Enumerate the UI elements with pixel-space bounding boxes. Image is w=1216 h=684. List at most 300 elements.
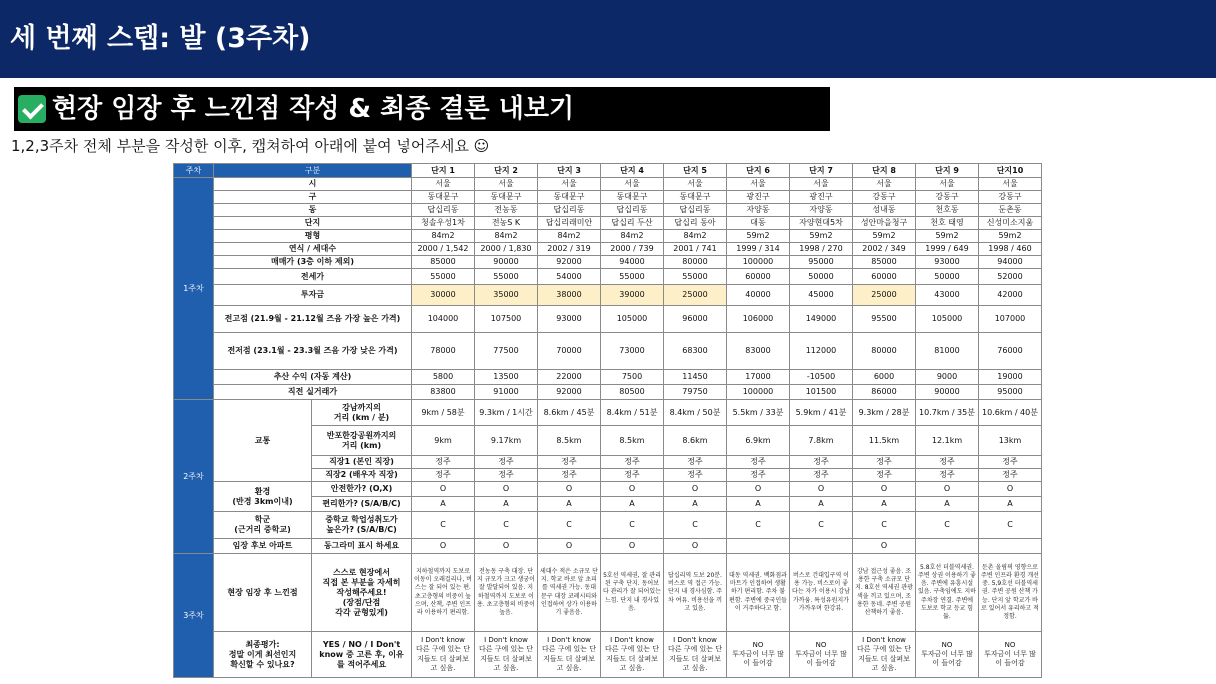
group-traffic: 교통 [214,400,312,482]
value-cell: 50000 [790,269,853,285]
row-label: 전고점 (21.9월 - 21.12월 즈음 가장 높은 가격) [214,306,412,333]
value-cell: 54000 [538,269,601,285]
value-cell: 2000 / 1,830 [475,243,538,256]
value-cell: 1998 / 270 [790,243,853,256]
final-evaluation-cell: NO 투자금이 너무 많이 들어감 [916,632,979,678]
table-row [174,333,1042,370]
value-cell: 정주 [979,456,1042,469]
final-evaluation-cell: I Don't know 다른 구에 있는 단지들도 더 살펴보고 싶음. [475,632,538,678]
instruction-text: 1,2,3주차 전체 부분을 작성한 이후, 캡쳐하여 아래에 붙여 넣어주세요 ☺ [11,137,490,155]
value-cell: 59m2 [727,230,790,243]
row-label: 동그라미 표시 하세요 [312,539,412,554]
week-3-label: 3주차 [174,554,214,678]
value-cell [916,539,979,554]
value-cell: 59m2 [916,230,979,243]
table-row [174,269,1042,285]
table-row [174,539,1042,554]
value-cell: C [853,512,916,539]
value-cell: C [664,512,727,539]
row-label: 연식 / 세대수 [214,243,412,256]
row-label: 직전 실거래가 [214,385,412,400]
value-cell: 자양동 [727,204,790,217]
header-complex: 단지 8 [853,164,916,178]
value-cell: 13500 [475,370,538,385]
row-label: 중학교 학업성취도가 높은가? (S/A/B/C) [312,512,412,539]
header-complex: 단지 6 [727,164,790,178]
row-label: 전저점 (23.1월 - 23.3월 즈음 가장 낮은 가격) [214,333,412,370]
header-week: 주차 [174,164,214,178]
value-cell: 84m2 [601,230,664,243]
value-cell: 자양현대5차 [790,217,853,230]
check-mark-icon [18,95,46,123]
value-cell: 22000 [538,370,601,385]
value-cell: 55000 [475,269,538,285]
value-cell: 9.17km [475,426,538,456]
value-cell: 83800 [412,385,475,400]
final-evaluation-cell: I Don't know 다른 구에 있는 단지들도 더 살펴보고 싶음. [538,632,601,678]
table-row [174,306,1042,333]
value-cell: 정주 [475,469,538,482]
table-row [174,243,1042,256]
value-cell: O [727,482,790,497]
final-evaluation-cell: I Don't know 다른 구에 있는 단지들도 더 살펴보고 싶음. [601,632,664,678]
row-label: 안전한가? (O,X) [312,482,412,497]
value-cell: 76000 [979,333,1042,370]
value-cell: 정주 [412,469,475,482]
impression-cell: 답십리역 도보 20분. 버스로 역 접근 가능. 단지 내 경사심함. 주차 여유. 비용선을 끼고 있음. [664,554,727,632]
impression-cell: 5.8호선 더블역세권. 주변 상권 이용하기 좋음. 주변에 유흥시설 있음. 구축임에도 지하주차장 연결. 주변에 도보로 학교 등교 힘듦. [916,554,979,632]
value-cell: 105000 [601,306,664,333]
table-row [174,178,1042,191]
value-cell: 84m2 [475,230,538,243]
value-cell: 강동구 [853,191,916,204]
value-cell: 13km [979,426,1042,456]
value-cell: O [601,482,664,497]
value-cell: O [916,482,979,497]
value-cell: 청솔우성1차 [412,217,475,230]
value-cell: 답십리동 [664,204,727,217]
value-cell: 106000 [727,306,790,333]
value-cell: A [853,497,916,512]
table-row [174,385,1042,400]
value-cell: 2001 / 741 [664,243,727,256]
value-cell: 서울 [790,178,853,191]
value-cell: 9000 [916,370,979,385]
value-cell: 55000 [412,269,475,285]
group-school: 학군 (근거리 중학교) [214,512,312,539]
value-cell: 광진구 [790,191,853,204]
value-cell: 성내동 [853,204,916,217]
value-cell: 107000 [979,306,1042,333]
value-cell: 39000 [601,285,664,306]
value-cell: O [664,482,727,497]
value-cell: 9.3km / 28분 [853,400,916,426]
value-cell: 정주 [412,456,475,469]
value-cell: 85000 [853,256,916,269]
header-complex: 단지 7 [790,164,853,178]
value-cell: A [790,497,853,512]
table-row [174,285,1042,306]
value-cell: 전농S K [475,217,538,230]
table-row [174,482,1042,497]
value-cell: O [412,482,475,497]
value-cell: 강동구 [979,191,1042,204]
row-label: 강남까지의 거리 (km / 분) [312,400,412,426]
value-cell: C [538,512,601,539]
value-cell: 동대문구 [412,191,475,204]
value-cell: 68300 [664,333,727,370]
value-cell: 12.1km [916,426,979,456]
impression-cell: 강남 접근성 좋음. 조용한 구축 소규모 단지. 8호선 역세권 관광색을 끼고 있으며, 조용한 동네. 주변 공원 산책하기 좋음. [853,554,916,632]
row-label: 추산 수익 (자동 계산) [214,370,412,385]
value-cell: 8.4km / 50분 [664,400,727,426]
table-row [174,191,1042,204]
header-complex: 단지 3 [538,164,601,178]
value-cell: 50000 [916,269,979,285]
value-cell: 84m2 [538,230,601,243]
value-cell: 42000 [979,285,1042,306]
value-cell: 73000 [601,333,664,370]
row-label: 구 [214,191,412,204]
value-cell: 19000 [979,370,1042,385]
value-cell: 11450 [664,370,727,385]
value-cell: 59m2 [979,230,1042,243]
value-cell: 5800 [412,370,475,385]
header-complex: 단지 9 [916,164,979,178]
value-cell: 정주 [727,469,790,482]
final-evaluation-label: 최종평가: 정말 이게 최선인지 확신할 수 있나요? [214,632,312,678]
value-cell: 서울 [853,178,916,191]
value-cell: 70000 [538,333,601,370]
value-cell [979,539,1042,554]
table-row [174,400,1042,426]
value-cell: 전농동 [475,204,538,217]
value-cell: 100000 [727,385,790,400]
header-complex: 단지 4 [601,164,664,178]
value-cell: A [475,497,538,512]
value-cell: 동대문구 [538,191,601,204]
value-cell: 서울 [538,178,601,191]
value-cell: 서울 [916,178,979,191]
value-cell: 정주 [475,456,538,469]
value-cell: 101500 [790,385,853,400]
impression-label: 현장 임장 후 느낀점 [214,554,312,632]
value-cell: 강동구 [916,191,979,204]
final-evaluation-cell: NO 투자금이 너무 많이 들어감 [790,632,853,678]
value-cell: 5.5km / 33분 [727,400,790,426]
final-evaluation-cell: NO 투자금이 너무 많이 들어감 [979,632,1042,678]
final-evaluation-cell: I Don't know 다른 구에 있는 단지들도 더 살펴보고 싶음. [853,632,916,678]
value-cell: 정주 [790,469,853,482]
value-cell: 55000 [664,269,727,285]
value-cell: 95500 [853,306,916,333]
value-cell: C [727,512,790,539]
value-cell: 95000 [790,256,853,269]
table-row [174,512,1042,539]
value-cell: C [412,512,475,539]
value-cell: 86000 [853,385,916,400]
value-cell: A [538,497,601,512]
value-cell: C [979,512,1042,539]
value-cell: 8.4km / 51분 [601,400,664,426]
value-cell [790,539,853,554]
header-complex: 단지 5 [664,164,727,178]
value-cell: C [475,512,538,539]
row-label: 직장1 (본인 직장) [312,456,412,469]
table-row [174,256,1042,269]
value-cell: 45000 [790,285,853,306]
value-cell: 60000 [727,269,790,285]
value-cell: 답십리동 [538,204,601,217]
value-cell: 정주 [538,469,601,482]
value-cell: 92000 [538,256,601,269]
impression-cell: 둔촌 올림픽 영향으로 주변 인프라 환경 개선중. 5,9호선 더블역세권. 주변 공원 산책 가능. 단지 앞 학교가 바로 있어서 유리하고 적정함. [979,554,1042,632]
value-cell: 광진구 [727,191,790,204]
value-cell: 정주 [853,456,916,469]
value-cell: 서울 [979,178,1042,191]
value-cell: 5.9km / 41분 [790,400,853,426]
value-cell: 6.9km [727,426,790,456]
value-cell: 8.5km [601,426,664,456]
value-cell: 40000 [727,285,790,306]
value-cell: 동대문구 [664,191,727,204]
row-label: 단지 [214,217,412,230]
value-cell: 정주 [790,456,853,469]
value-cell: 43000 [916,285,979,306]
value-cell: C [790,512,853,539]
value-cell: A [601,497,664,512]
row-label: 동 [214,204,412,217]
row-label: 시 [214,178,412,191]
value-cell: 60000 [853,269,916,285]
value-cell: 답십리동 [412,204,475,217]
table-row [174,370,1042,385]
value-cell: 1999 / 314 [727,243,790,256]
value-cell: 대동 [727,217,790,230]
header-complex: 단지 1 [412,164,475,178]
value-cell: 25000 [664,285,727,306]
value-cell: 52000 [979,269,1042,285]
row-label: 평형 [214,230,412,243]
value-cell: 59m2 [853,230,916,243]
value-cell: A [916,497,979,512]
value-cell: 동대문구 [475,191,538,204]
value-cell: 정주 [601,469,664,482]
impression-cell: 대동 역세권. 백화점과 마트가 인접하여 생활하기 편리함. 주차 불편함. 주변에 중국인들이 거주하다고 함. [727,554,790,632]
value-cell: 92000 [538,385,601,400]
table-row [174,217,1042,230]
value-cell: 38000 [538,285,601,306]
value-cell: 93000 [538,306,601,333]
row-label: 반포한강공원까지의 거리 (km) [312,426,412,456]
value-cell: 정주 [538,456,601,469]
value-cell: 둔촌동 [979,204,1042,217]
value-cell: 1998 / 460 [979,243,1042,256]
value-cell: 90000 [475,256,538,269]
value-cell: A [664,497,727,512]
value-cell: O [538,482,601,497]
value-cell: 7500 [601,370,664,385]
table-row [174,204,1042,217]
value-cell: 2000 / 1,542 [412,243,475,256]
header-complex: 단지 2 [475,164,538,178]
value-cell: 149000 [790,306,853,333]
value-cell: 2002 / 349 [853,243,916,256]
value-cell: 96000 [664,306,727,333]
row-label: 투자금 [214,285,412,306]
complex-comparison-table [173,163,1042,678]
value-cell: O [412,539,475,554]
value-cell: 정주 [853,469,916,482]
impression-cell: 지하철역까지 도보로 이동이 오래걸리나, 버스는 잘 되어 있는 편. 초고층형의 비중이 높으며, 산책, 주변 인프라 이용하기 편리함. [412,554,475,632]
value-cell: C [916,512,979,539]
value-cell: 10.6km / 40분 [979,400,1042,426]
value-cell: 정주 [664,456,727,469]
value-cell: 80500 [601,385,664,400]
value-cell: 84m2 [412,230,475,243]
value-cell: 8.6km [664,426,727,456]
value-cell: 정주 [916,456,979,469]
header-complex: 단지10 [979,164,1042,178]
row-label: 전세가 [214,269,412,285]
impression-cell: 5호선 역세권, 잘 관리된 구축 단지. 동어보다 관리가 잘 되어있는 느낌. 단지 내 경사있음. [601,554,664,632]
value-cell: 80000 [664,256,727,269]
value-cell: 서울 [664,178,727,191]
value-cell: 85000 [412,256,475,269]
value-cell: 55000 [601,269,664,285]
value-cell: 81000 [916,333,979,370]
slide-title: 세 번째 스텝: 발 (3주차) [0,0,1216,78]
value-cell: 서울 [475,178,538,191]
table-row [174,164,1042,178]
group-candidate: 임장 후보 아파트 [214,539,312,554]
value-cell: 79750 [664,385,727,400]
final-evaluation-guide: YES / NO / I Don't know 중 고른 후, 이유 를 적어주세요 [312,632,412,678]
value-cell: 정주 [664,469,727,482]
value-cell: O [979,482,1042,497]
value-cell: 동대문구 [601,191,664,204]
value-cell: 성안마을청구 [853,217,916,230]
value-cell: 77500 [475,333,538,370]
value-cell: 신성미소지움 [979,217,1042,230]
value-cell: O [853,482,916,497]
table-row [174,632,1042,678]
group-environment: 환경 (반경 3km이내) [214,482,312,512]
value-cell: A [979,497,1042,512]
impression-cell: 전농동 구축 대장. 단지 규모가 크고 생궁이 잘 발달되어 있음. 지하철역까지 도보로 이용. 초고층형의 비중이 높음. [475,554,538,632]
value-cell: 112000 [790,333,853,370]
header-category: 구분 [214,164,412,178]
value-cell: 정주 [601,456,664,469]
impression-cell: 버스로 건대입구역 이용 가능. 비스로이 좋다는 자가 이용시 강남가까움. 특성유원지가 가까우며 한강뷰. [790,554,853,632]
table-row [174,554,1042,632]
value-cell: 서울 [412,178,475,191]
section-title: 현장 임장 후 느낀점 작성 & 최종 결론 내보기 [52,94,575,124]
value-cell: O [475,482,538,497]
final-evaluation-cell: I Don't know 다른 구에 있는 단지들도 더 살펴보고 싶음. [412,632,475,678]
value-cell: O [664,539,727,554]
value-cell: 정주 [727,456,790,469]
value-cell: 서울 [727,178,790,191]
value-cell: O [601,539,664,554]
value-cell: 93000 [916,256,979,269]
value-cell: 107500 [475,306,538,333]
impression-cell: 세대수 적은 소규모 단지. 학교 바로 앞 초피를 역세권 가능. 동대문구 대장 코레시티와 인접하여 상가 이용하기 좋음음. [538,554,601,632]
value-cell: 천호동 [916,204,979,217]
section-title-bar [14,87,830,131]
value-cell: 10.7km / 35분 [916,400,979,426]
value-cell: 11.5km [853,426,916,456]
value-cell: 78000 [412,333,475,370]
value-cell: 9.3km / 1시간 [475,400,538,426]
value-cell: 정주 [916,469,979,482]
value-cell: 105000 [916,306,979,333]
value-cell: 104000 [412,306,475,333]
value-cell: 59m2 [790,230,853,243]
row-label: 편리한가? (S/A/B/C) [312,497,412,512]
value-cell: 25000 [853,285,916,306]
value-cell: 35000 [475,285,538,306]
value-cell: 8.5km [538,426,601,456]
value-cell: -10500 [790,370,853,385]
value-cell: 7.8km [790,426,853,456]
row-label: 직장2 (배우자 직장) [312,469,412,482]
value-cell: 서울 [601,178,664,191]
week-1-label: 1주차 [174,178,214,400]
value-cell: O [538,539,601,554]
final-evaluation-cell: I Don't know 다른 구에 있는 단지들도 더 살펴보고 싶음. [664,632,727,678]
value-cell: O [475,539,538,554]
value-cell: 2000 / 739 [601,243,664,256]
value-cell: A [412,497,475,512]
value-cell: 95000 [979,385,1042,400]
value-cell: 83000 [727,333,790,370]
value-cell [727,539,790,554]
final-evaluation-cell: NO 투자금이 너무 많이 들어감 [727,632,790,678]
value-cell: 90000 [916,385,979,400]
value-cell: C [601,512,664,539]
value-cell: 자양동 [790,204,853,217]
value-cell: 답십리동 [601,204,664,217]
value-cell: 천호 태영 [916,217,979,230]
value-cell: 1999 / 649 [916,243,979,256]
value-cell: 94000 [979,256,1042,269]
value-cell: 8.6km / 45분 [538,400,601,426]
value-cell: 91000 [475,385,538,400]
value-cell: 정주 [979,469,1042,482]
value-cell: 2002 / 319 [538,243,601,256]
value-cell: 9km / 58분 [412,400,475,426]
value-cell: 17000 [727,370,790,385]
value-cell: 6000 [853,370,916,385]
week-2-label: 2주차 [174,400,214,554]
value-cell: 94000 [601,256,664,269]
value-cell: A [727,497,790,512]
value-cell: 9km [412,426,475,456]
value-cell: 답십리 두산 [601,217,664,230]
table-row [174,230,1042,243]
value-cell: 100000 [727,256,790,269]
impression-guide: 스스로 현장에서 직접 본 부분을 자세히 작성해주세요! (장점/단점 각각 균형있게) [312,554,412,632]
row-label: 매매가 (3층 이하 제외) [214,256,412,269]
value-cell: 30000 [412,285,475,306]
value-cell: 80000 [853,333,916,370]
value-cell: O [853,539,916,554]
value-cell: O [790,482,853,497]
value-cell: 84m2 [664,230,727,243]
value-cell: 답십리래미안 [538,217,601,230]
value-cell: 답십리 동아 [664,217,727,230]
